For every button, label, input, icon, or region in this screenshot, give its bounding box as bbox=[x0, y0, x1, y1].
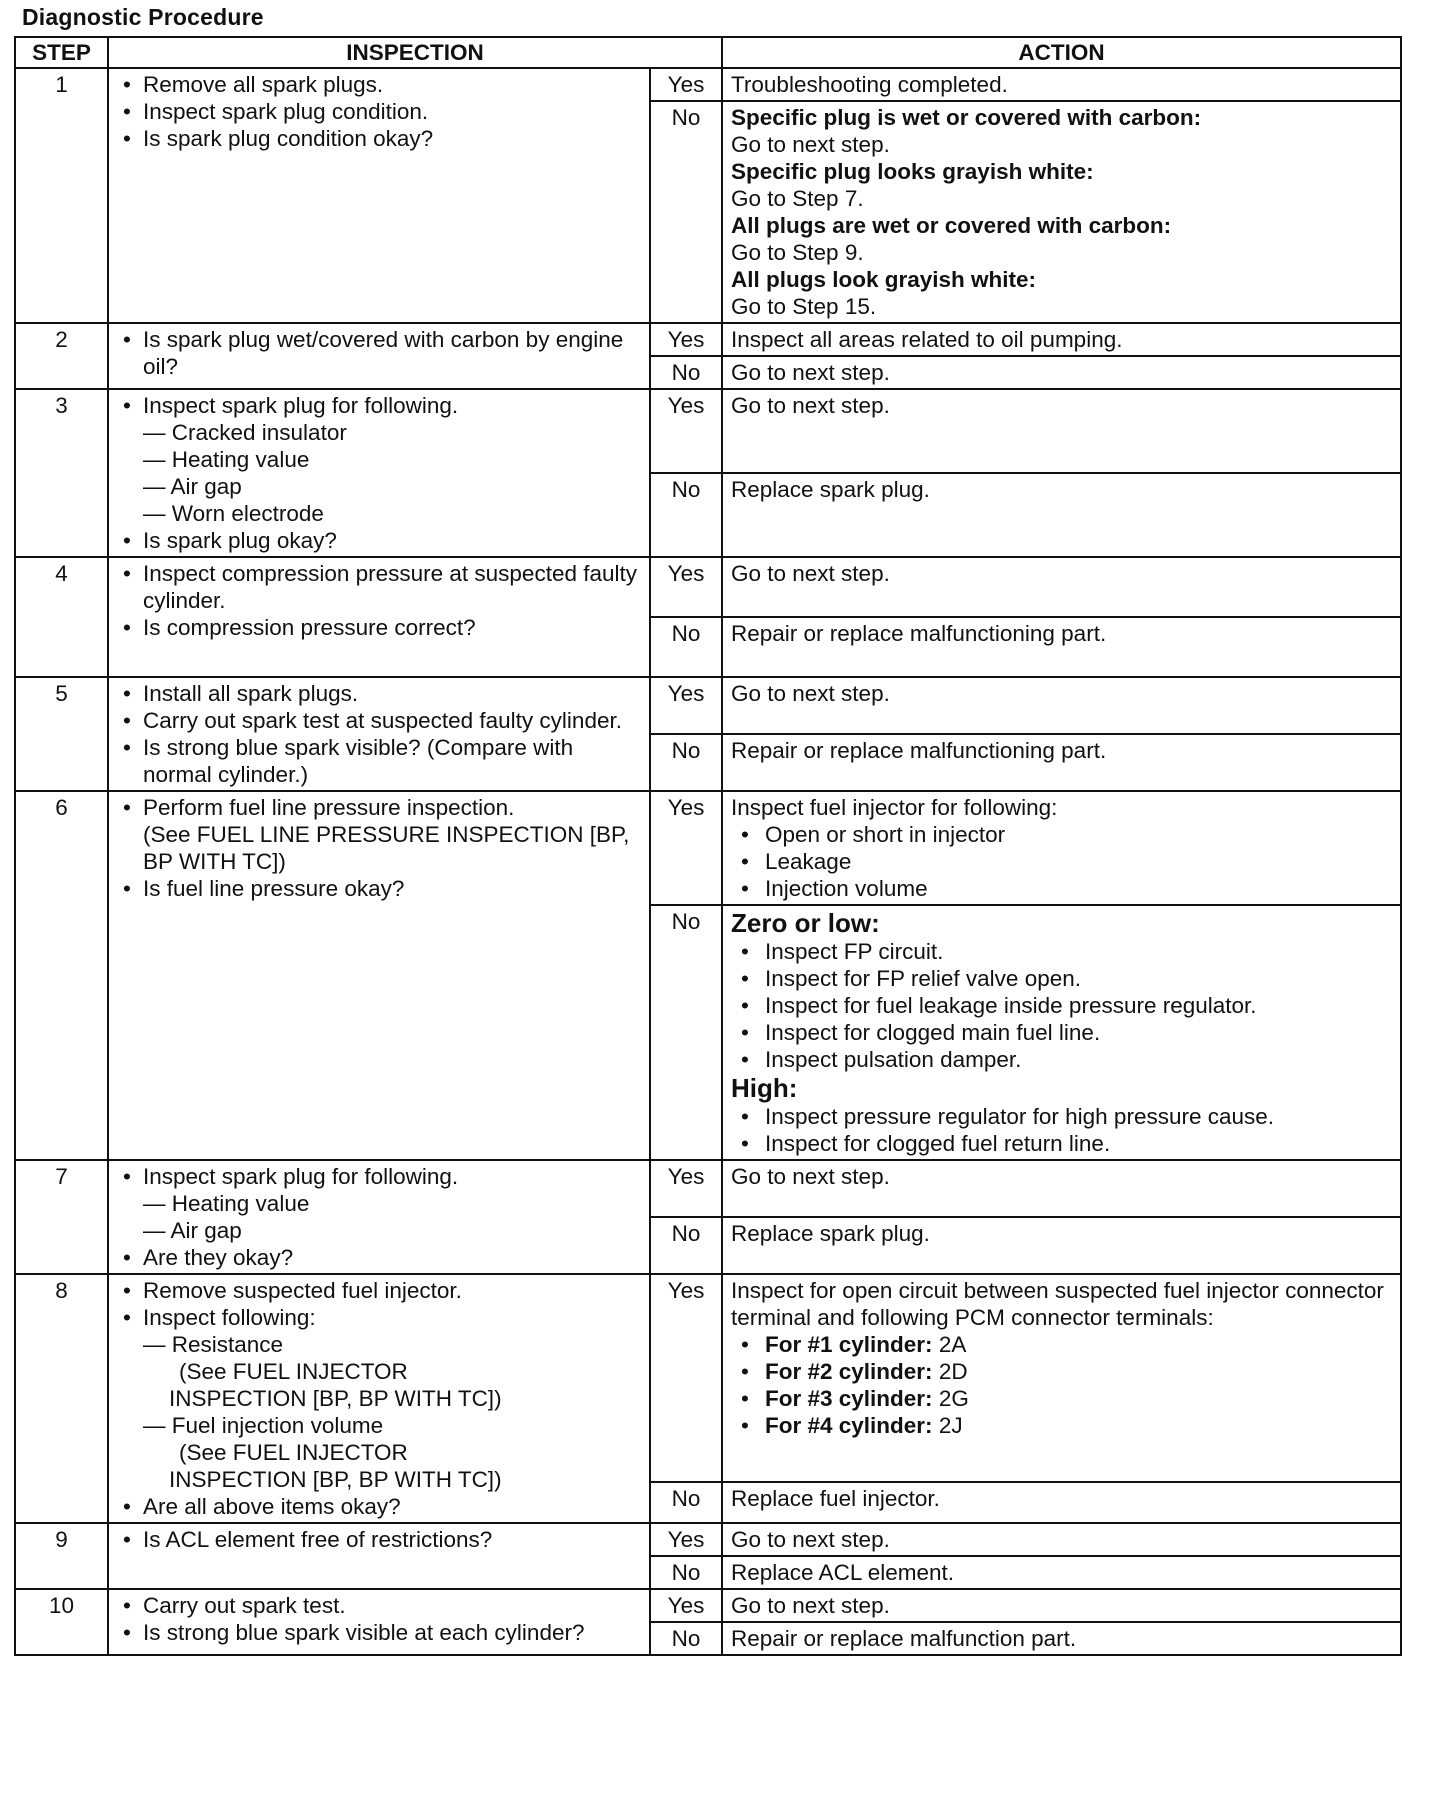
condition-action: Go to Step 9. bbox=[731, 240, 864, 265]
answer-no: No bbox=[650, 905, 722, 1160]
header-inspection: INSPECTION bbox=[108, 37, 722, 68]
action-yes: Go to next step. bbox=[722, 1160, 1401, 1217]
action-no: Replace spark plug. bbox=[722, 1217, 1401, 1274]
inspection-subitem: — Air gap bbox=[143, 1218, 242, 1243]
action-intro: Inspect for open circuit between suspected fuel injector connector terminal and following PCM connector terminals: bbox=[731, 1278, 1384, 1330]
action-item: • Inspect for clogged main fuel line. bbox=[731, 1019, 1392, 1046]
answer-yes: Yes bbox=[650, 1523, 722, 1556]
action-no: Go to next step. bbox=[722, 356, 1401, 389]
step-number: 10 bbox=[15, 1589, 108, 1655]
table-row bbox=[15, 323, 1401, 356]
step-number: 1 bbox=[15, 68, 108, 323]
inspection-cell bbox=[108, 1274, 650, 1523]
action-yes: Go to next step. bbox=[722, 1523, 1401, 1556]
answer-no: No bbox=[650, 1217, 722, 1274]
action-no: Repair or replace malfunction part. bbox=[722, 1622, 1401, 1655]
reference-note: INSPECTION [BP, BP WITH TC]) bbox=[169, 1386, 502, 1411]
inspection-cell bbox=[108, 323, 650, 389]
action-item: • Inspect for fuel leakage inside pressure regulator. bbox=[731, 992, 1392, 1019]
answer-no: No bbox=[650, 101, 722, 323]
action-item: • Injection volume bbox=[731, 875, 1392, 902]
reference-note: (See FUEL INJECTOR bbox=[179, 1359, 408, 1384]
inspection-cell bbox=[108, 677, 650, 791]
table-row bbox=[15, 557, 1401, 617]
table-row bbox=[15, 1160, 1401, 1217]
action-no: Repair or replace malfunctioning part. bbox=[722, 734, 1401, 791]
table-row bbox=[15, 68, 1401, 101]
inspection-cell bbox=[108, 389, 650, 557]
answer-no: No bbox=[650, 1622, 722, 1655]
inspection-item: • Is compression pressure correct? bbox=[117, 614, 641, 641]
inspection-subitem: — Heating value bbox=[143, 1191, 310, 1216]
action-item: • Inspect pressure regulator for high pressure cause. bbox=[731, 1103, 1392, 1130]
action-no: Replace fuel injector. bbox=[722, 1482, 1401, 1523]
action-item: • Open or short in injector bbox=[731, 821, 1392, 848]
action-item: • Inspect for FP relief valve open. bbox=[731, 965, 1392, 992]
document-title: Diagnostic Procedure bbox=[22, 4, 264, 30]
answer-yes: Yes bbox=[650, 389, 722, 473]
diagnostic-table bbox=[14, 36, 1402, 1656]
table-row bbox=[15, 1274, 1401, 1482]
inspection-item: • Carry out spark test at suspected faulty cylinder. bbox=[117, 707, 641, 734]
table-row bbox=[15, 677, 1401, 734]
action-intro: Inspect fuel injector for following: bbox=[731, 795, 1058, 820]
terminal-value: 2J bbox=[932, 1413, 963, 1438]
step-number: 8 bbox=[15, 1274, 108, 1523]
inspection-cell bbox=[108, 1160, 650, 1274]
table-row bbox=[15, 1523, 1401, 1556]
condition-action: Go to Step 15. bbox=[731, 294, 877, 319]
inspection-subitem: — Resistance bbox=[143, 1332, 284, 1357]
action-item bbox=[731, 1331, 1392, 1358]
table-row bbox=[15, 389, 1401, 473]
reference-note: (See FUEL LINE PRESSURE INSPECTION [BP, BP WITH TC]) bbox=[143, 822, 630, 874]
cylinder-label: For #3 cylinder: bbox=[765, 1386, 933, 1411]
answer-yes: Yes bbox=[650, 323, 722, 356]
answer-yes: Yes bbox=[650, 791, 722, 905]
action-item: • Inspect FP circuit. bbox=[731, 938, 1392, 965]
inspection-item: • Remove suspected fuel injector. bbox=[117, 1277, 641, 1304]
inspection-subitem: — Cracked insulator bbox=[143, 420, 347, 445]
inspection-item bbox=[117, 1304, 641, 1493]
inspection-item: • Is spark plug okay? bbox=[117, 527, 641, 554]
condition-heading: All plugs are wet or covered with carbon: bbox=[731, 213, 1172, 238]
inspection-subitem: — Worn electrode bbox=[143, 501, 324, 526]
action-item: • Inspect for clogged fuel return line. bbox=[731, 1130, 1392, 1157]
step-number: 7 bbox=[15, 1160, 108, 1274]
inspection-item: • Are they okay? bbox=[117, 1244, 641, 1271]
inspection-item: • Is fuel line pressure okay? bbox=[117, 875, 641, 902]
inspection-item: • Carry out spark test. bbox=[117, 1592, 641, 1619]
action-item bbox=[731, 1358, 1392, 1385]
action-item: • Inspect pulsation damper. bbox=[731, 1046, 1392, 1073]
step-number: 2 bbox=[15, 323, 108, 389]
action-item: • Leakage bbox=[731, 848, 1392, 875]
answer-yes: Yes bbox=[650, 1274, 722, 1482]
inspection-item: • Is strong blue spark visible? (Compare with normal cylinder.) bbox=[117, 734, 641, 788]
answer-no: No bbox=[650, 356, 722, 389]
answer-yes: Yes bbox=[650, 1160, 722, 1217]
reference-note: (See FUEL INJECTOR bbox=[179, 1440, 408, 1465]
step-number: 9 bbox=[15, 1523, 108, 1589]
answer-yes: Yes bbox=[650, 677, 722, 734]
condition-heading: All plugs look grayish white: bbox=[731, 267, 1037, 292]
answer-no: No bbox=[650, 473, 722, 557]
action-yes bbox=[722, 1274, 1401, 1482]
inspection-item: • Remove all spark plugs. bbox=[117, 71, 641, 98]
answer-yes: Yes bbox=[650, 68, 722, 101]
action-no bbox=[722, 905, 1401, 1160]
inspection-subitem: — Heating value bbox=[143, 447, 310, 472]
table-row bbox=[15, 791, 1401, 905]
condition-heading: High: bbox=[731, 1073, 798, 1103]
action-no: Replace spark plug. bbox=[722, 473, 1401, 557]
cylinder-label: For #1 cylinder: bbox=[765, 1332, 933, 1357]
inspection-cell bbox=[108, 68, 650, 323]
inspection-item: • Is spark plug wet/covered with carbon by engine oil? bbox=[117, 326, 641, 380]
inspection-item: • Is ACL element free of restrictions? bbox=[117, 1526, 641, 1553]
answer-no: No bbox=[650, 617, 722, 677]
inspection-item-text: • Inspect following: bbox=[143, 1305, 316, 1330]
condition-heading: Specific plug looks grayish white: bbox=[731, 159, 1094, 184]
inspection-subitem: — Fuel injection volume bbox=[143, 1413, 384, 1438]
inspection-item-text: • Perform fuel line pressure inspection. bbox=[143, 795, 515, 820]
action-yes: Inspect all areas related to oil pumping. bbox=[722, 323, 1401, 356]
inspection-cell bbox=[108, 1589, 650, 1655]
answer-no: No bbox=[650, 1556, 722, 1589]
cylinder-label: For #2 cylinder: bbox=[765, 1359, 933, 1384]
cylinder-label: For #4 cylinder: bbox=[765, 1413, 933, 1438]
inspection-item bbox=[117, 794, 641, 875]
step-number: 5 bbox=[15, 677, 108, 791]
header-row bbox=[15, 37, 1401, 68]
action-yes: Go to next step. bbox=[722, 677, 1401, 734]
inspection-subitem: — Air gap bbox=[143, 474, 242, 499]
inspection-item bbox=[117, 392, 641, 527]
header-step: STEP bbox=[15, 37, 108, 68]
inspection-item-text: • Inspect spark plug for following. bbox=[143, 393, 459, 418]
terminal-value: 2D bbox=[932, 1359, 968, 1384]
inspection-cell bbox=[108, 557, 650, 677]
action-no bbox=[722, 101, 1401, 323]
action-yes bbox=[722, 791, 1401, 905]
answer-yes: Yes bbox=[650, 1589, 722, 1622]
table-row bbox=[15, 1589, 1401, 1622]
step-number: 6 bbox=[15, 791, 108, 1160]
header-action: ACTION bbox=[722, 37, 1401, 68]
answer-no: No bbox=[650, 1482, 722, 1523]
terminal-value: 2A bbox=[932, 1332, 967, 1357]
condition-heading: Zero or low: bbox=[731, 908, 880, 938]
inspection-item-text: • Inspect spark plug for following. bbox=[143, 1164, 459, 1189]
condition-heading: Specific plug is wet or covered with carbon: bbox=[731, 105, 1202, 130]
reference-note: INSPECTION [BP, BP WITH TC]) bbox=[169, 1467, 502, 1492]
action-item bbox=[731, 1412, 1392, 1439]
inspection-item: • Is spark plug condition okay? bbox=[117, 125, 641, 152]
action-yes: Troubleshooting completed. bbox=[722, 68, 1401, 101]
action-yes: Go to next step. bbox=[722, 1589, 1401, 1622]
inspection-item: • Inspect spark plug condition. bbox=[117, 98, 641, 125]
action-item bbox=[731, 1385, 1392, 1412]
action-no: Repair or replace malfunctioning part. bbox=[722, 617, 1401, 677]
inspection-item: • Are all above items okay? bbox=[117, 1493, 641, 1520]
terminal-value: 2G bbox=[932, 1386, 969, 1411]
inspection-item bbox=[117, 1163, 641, 1244]
step-number: 4 bbox=[15, 557, 108, 677]
inspection-cell bbox=[108, 791, 650, 1160]
inspection-item: • Inspect compression pressure at suspected faulty cylinder. bbox=[117, 560, 641, 614]
inspection-cell bbox=[108, 1523, 650, 1589]
condition-action: Go to next step. bbox=[731, 132, 890, 157]
action-no: Replace ACL element. bbox=[722, 1556, 1401, 1589]
answer-yes: Yes bbox=[650, 557, 722, 617]
inspection-item: • Install all spark plugs. bbox=[117, 680, 641, 707]
inspection-item: • Is strong blue spark visible at each cylinder? bbox=[117, 1619, 641, 1646]
step-number: 3 bbox=[15, 389, 108, 557]
action-yes: Go to next step. bbox=[722, 389, 1401, 473]
action-yes: Go to next step. bbox=[722, 557, 1401, 617]
answer-no: No bbox=[650, 734, 722, 791]
condition-action: Go to Step 7. bbox=[731, 186, 864, 211]
